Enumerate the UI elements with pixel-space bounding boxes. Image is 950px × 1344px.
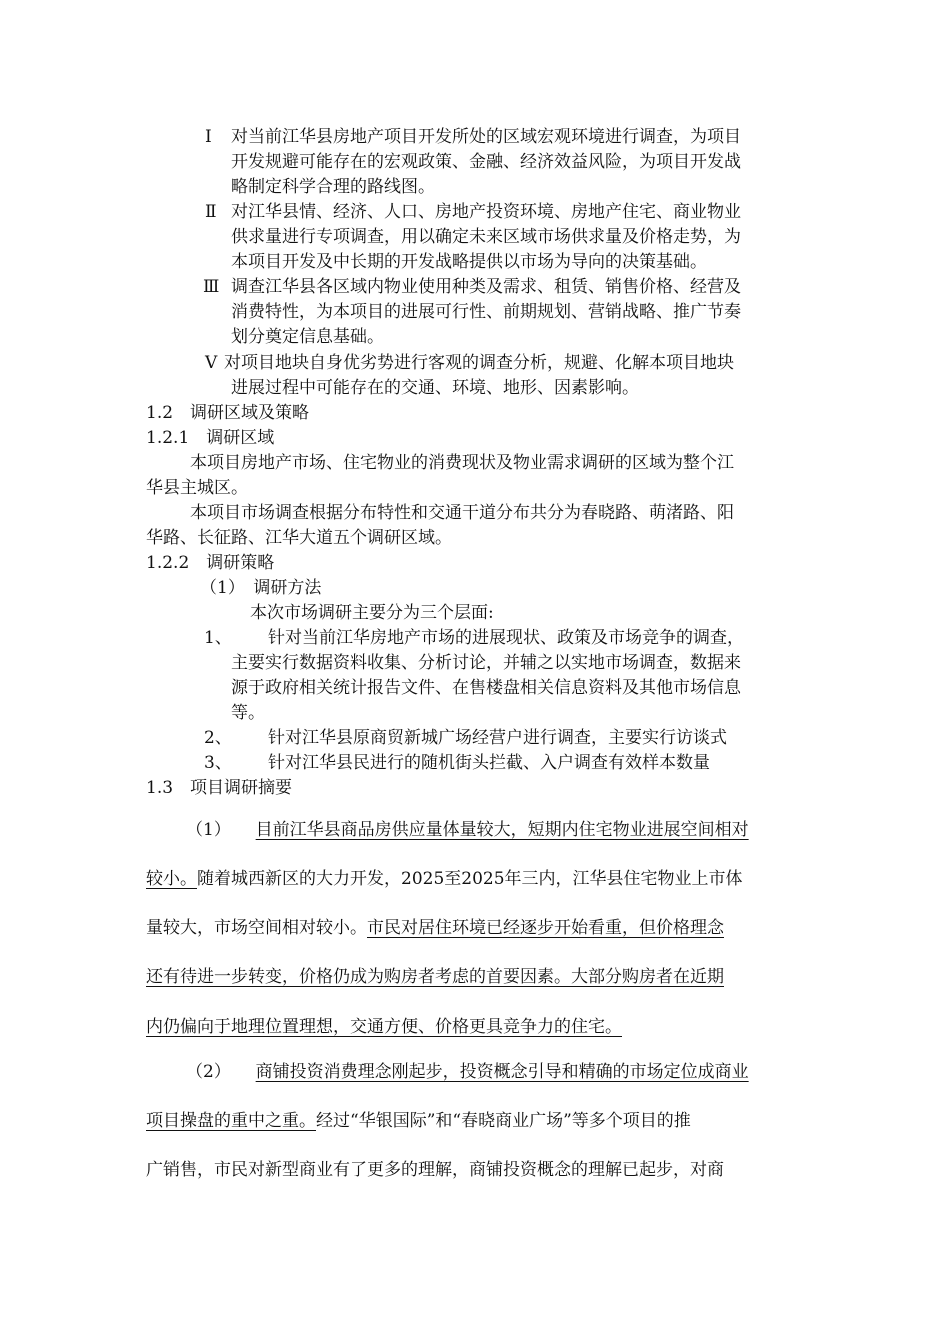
summary-2-line-3 <box>146 1159 724 1181</box>
summary-1-underlined-text: 较小。 <box>146 869 197 889</box>
summary-2-line-2 <box>146 1110 691 1132</box>
summary-1-text: 随着城西新区的大力开发，2025至2025年三内，江华县住宅物业上市体 <box>197 869 743 889</box>
method-1-line-2: 主要实行数据资料收集、分析讨论，并辅之以实地市场调查，数据来 <box>231 653 741 673</box>
objective-1-line-3: 略制定科学合理的路线图。 <box>231 177 435 197</box>
summary-2-text: 经过“华银国际”和“春晓商业广场”等多个项目的推 <box>316 1111 691 1131</box>
summary-2-line-1 <box>186 1061 749 1083</box>
method-1-line-1: 针对当前江华房地产市场的进展现状、政策及市场竞争的调查， <box>268 628 744 648</box>
objective-1-number: Ⅰ <box>205 127 212 147</box>
summary-1-line-2 <box>146 868 743 890</box>
objective-5-line-1: 对项目地块自身优劣势进行客观的调查分析，规避、化解本项目地块 <box>224 353 734 373</box>
method-2-line-1: 针对江华县原商贸新城广场经营户进行调查，主要实行访谈式 <box>268 728 727 748</box>
objective-2-line-2: 供求量进行专项调查，用以确定未来区域市场供求量及价格走势，为 <box>231 227 741 247</box>
objective-1-line-2: 开发规避可能存在的宏观政策、金融、经济效益风险，为项目开发战 <box>231 152 741 172</box>
summary-2-label: （2） <box>186 1062 231 1082</box>
method-1-line-3: 源于政府相关统计报告文件、在售楼盘相关信息资料及其他市场信息 <box>231 678 741 698</box>
summary-1-underlined-text: 目前江华县商品房供应量体量较大，短期内住宅物业进展空间相对 <box>255 820 749 840</box>
method-3-number: 3、 <box>204 753 232 773</box>
heading-1-2-2: 1.2.2 调研策略 <box>146 553 275 573</box>
method-3-line-1: 针对江华县民进行的随机街头拦截、入户调查有效样本数量 <box>268 753 710 773</box>
objective-5-number: Ⅴ <box>205 353 218 373</box>
region-paragraph-1-line-2: 华县主城区。 <box>146 478 248 498</box>
objective-1-line-1: 对当前江华县房地产项目开发所处的区域宏观环境进行调查，为项目 <box>231 127 741 147</box>
summary-2-text: 广销售，市民对新型商业有了更多的理解，商铺投资概念的理解已起步，对商 <box>146 1160 724 1180</box>
method-1-number: 1、 <box>204 628 232 648</box>
summary-2-underlined-text: 商铺投资消费理念刚起步，投资概念引导和精确的市场定位成商业 <box>255 1062 749 1082</box>
objective-2-number: Ⅱ <box>205 202 217 222</box>
objective-3-line-3: 划分奠定信息基础。 <box>231 327 384 347</box>
method-1-line-4: 等。 <box>231 703 265 723</box>
objective-2-line-3: 本项目开发及中长期的开发战略提供以市场为导向的决策基础。 <box>231 252 707 272</box>
objective-3-number: Ⅲ <box>203 277 220 297</box>
summary-1-underlined-text: 市民对居住环境已经逐步开始看重，但价格理念 <box>367 918 724 938</box>
summary-2-underlined-text: 项目操盘的重中之重。 <box>146 1111 316 1131</box>
summary-1-underlined-text: 内仍偏向于地理位置理想，交通方便、价格更具竞争力的住宅。 <box>146 1017 622 1037</box>
method-intro: 本次市场调研主要分为三个层面: <box>250 603 494 623</box>
method-2-number: 2、 <box>204 728 232 748</box>
summary-1-label: （1） <box>186 820 231 840</box>
objective-3-line-1: 调查江华县各区域内物业使用种类及需求、租赁、销售价格、经营及 <box>231 277 741 297</box>
summary-1-underlined-text: 还有待进一步转变，价格仍成为购房者考虑的首要因素。大部分购房者在近期 <box>146 967 724 987</box>
heading-1-3: 1.3 项目调研摘要 <box>146 778 293 798</box>
summary-1-line-1 <box>186 819 749 841</box>
objective-2-line-1: 对江华县情、经济、人口、房地产投资环境、房地产住宅、商业物业 <box>231 202 741 222</box>
region-paragraph-2-line-1: 本项目市场调查根据分布特性和交通干道分布共分为春晓路、萌渚路、阳 <box>190 503 734 523</box>
heading-1-2-1: 1.2.1 调研区域 <box>146 428 275 448</box>
summary-1-line-5 <box>146 1016 622 1038</box>
objective-5-line-2: 进展过程中可能存在的交通、环境、地形、因素影响。 <box>231 378 639 398</box>
summary-1-line-3 <box>146 917 724 939</box>
summary-1-text: 量较大，市场空间相对较小。 <box>146 918 367 938</box>
objective-3-line-2: 消费特性，为本项目的进展可行性、前期规划、营销战略、推广节奏 <box>231 302 741 322</box>
summary-1-line-4 <box>146 966 724 988</box>
region-paragraph-1-line-1: 本项目房地产市场、住宅物业的消费现状及物业需求调研的区域为整个江 <box>190 453 734 473</box>
heading-1-2: 1.2 调研区域及策略 <box>146 403 310 423</box>
region-paragraph-2-line-2: 华路、长征路、江华大道五个调研区域。 <box>146 528 452 548</box>
method-title: （1） 调研方法 <box>200 578 322 598</box>
